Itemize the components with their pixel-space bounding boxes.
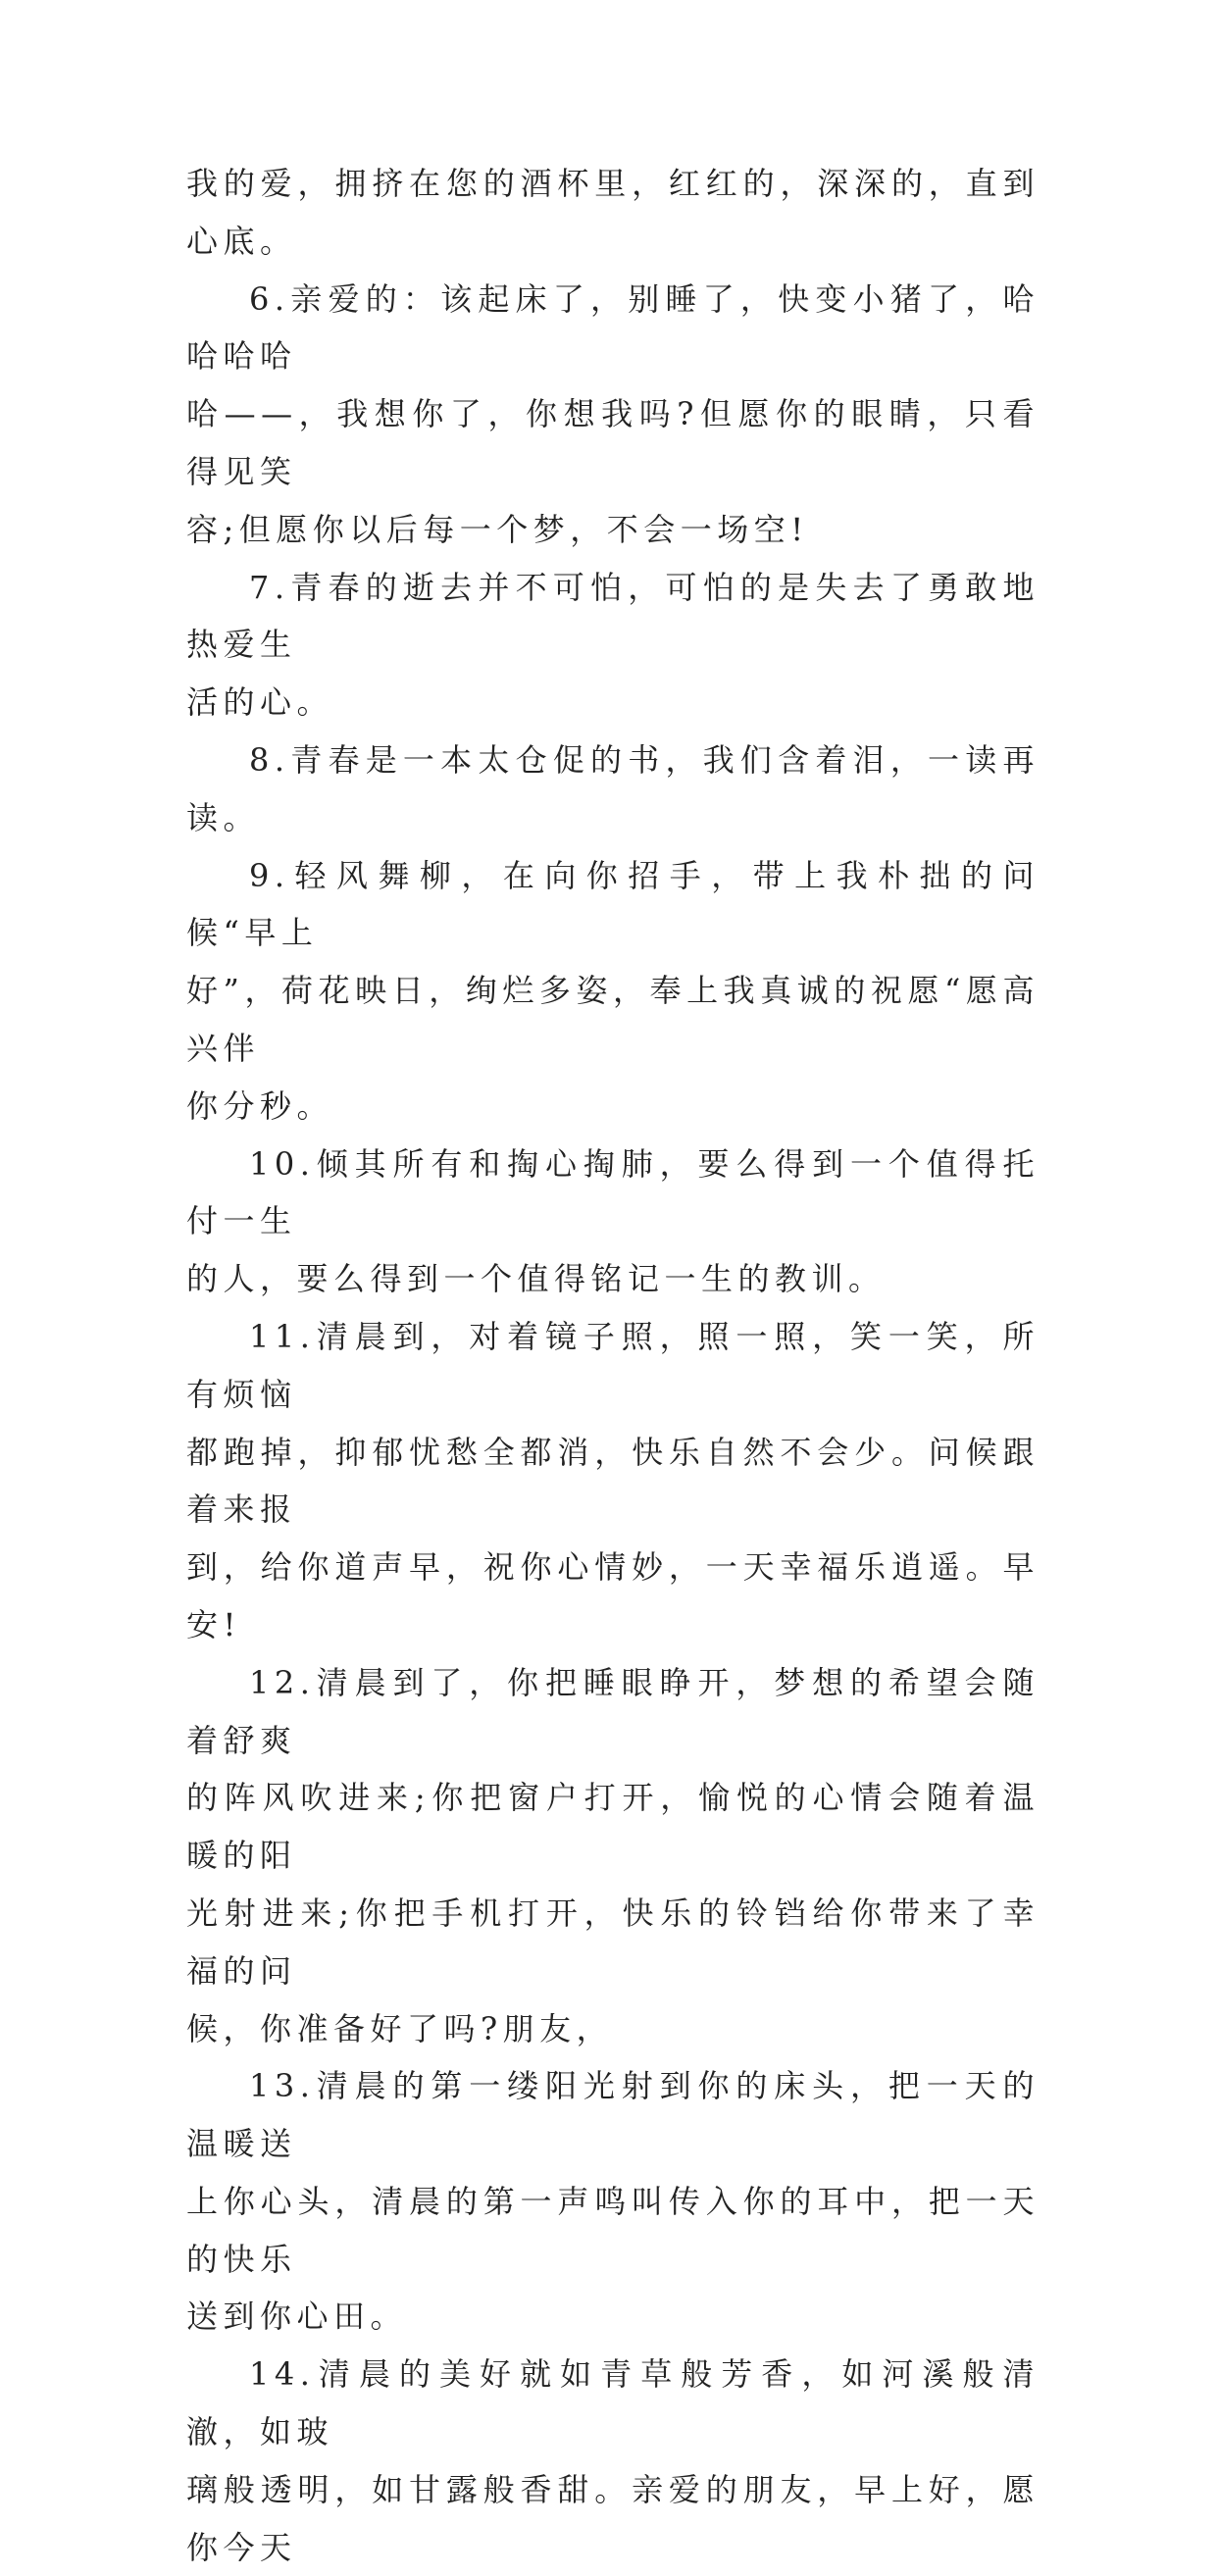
paragraph-item-11: 11.清晨到，对着镜子照，照一照，笑一笑，所有烦恼 都跑掉，抑郁忧愁全都消，快乐自然不会少。问候跟着来报 到，给你道声早，祝你心情妙，一天幸福乐逍遥。早安! [186, 1317, 1040, 1643]
paragraph-item-9: 9.轻风舞柳，在向你招手，带上我朴拙的问候“早上 好”，荷花映日，绚烂多姿，奉上我真诚的祝愿“愿高兴伴 你分秒。 [186, 856, 1040, 1125]
paragraph-item-10: 10.倾其所有和掏心掏肺，要么得到一个值得托付一生 的人，要么得到一个值得铭记一生的教训。 [186, 1144, 1040, 1298]
paragraph-item-13: 13.清晨的第一缕阳光射到你的床头，把一天的温暖送 上你心头，清晨的第一声鸣叫传入你的耳中，把一天的快乐 送到你心田。 [186, 2067, 1040, 2336]
document-body [186, 155, 1040, 2576]
paragraph-item-7: 7.青春的逝去并不可怕，可怕的是失去了勇敢地热爱生 活的心。 [186, 568, 1040, 722]
paragraph-item-12: 12.清晨到了，你把睡眼睁开，梦想的希望会随着舒爽 的阵风吹进来;你把窗户打开，愉悦的心情会随着温暖的阳 光射进来;你把手机打开，快乐的铃铛给你带来了幸福的问 候，你准备好了吗?朋友， [186, 1663, 1040, 2047]
paragraph-item-14: 14.清晨的美好就如青草般芳香，如河溪般清澈，如玻 璃般透明，如甘露般香甜。亲爱的朋友，早上好，愿你今天 [186, 2355, 1040, 2566]
paragraph-item-6: 6.亲爱的：该起床了，别睡了，快变小猪了，哈哈哈哈 哈——，我想你了，你想我吗?但愿你的眼睛，只看得见笑 容;但愿你以后每一个梦，不会一场空! [186, 279, 1040, 548]
paragraph-continued: 我的爱，拥挤在您的酒杯里，红红的，深深的，直到心底。 [186, 165, 1040, 260]
paragraph-item-8: 8.青春是一本太仓促的书，我们含着泪，一读再读。 [186, 740, 1040, 836]
